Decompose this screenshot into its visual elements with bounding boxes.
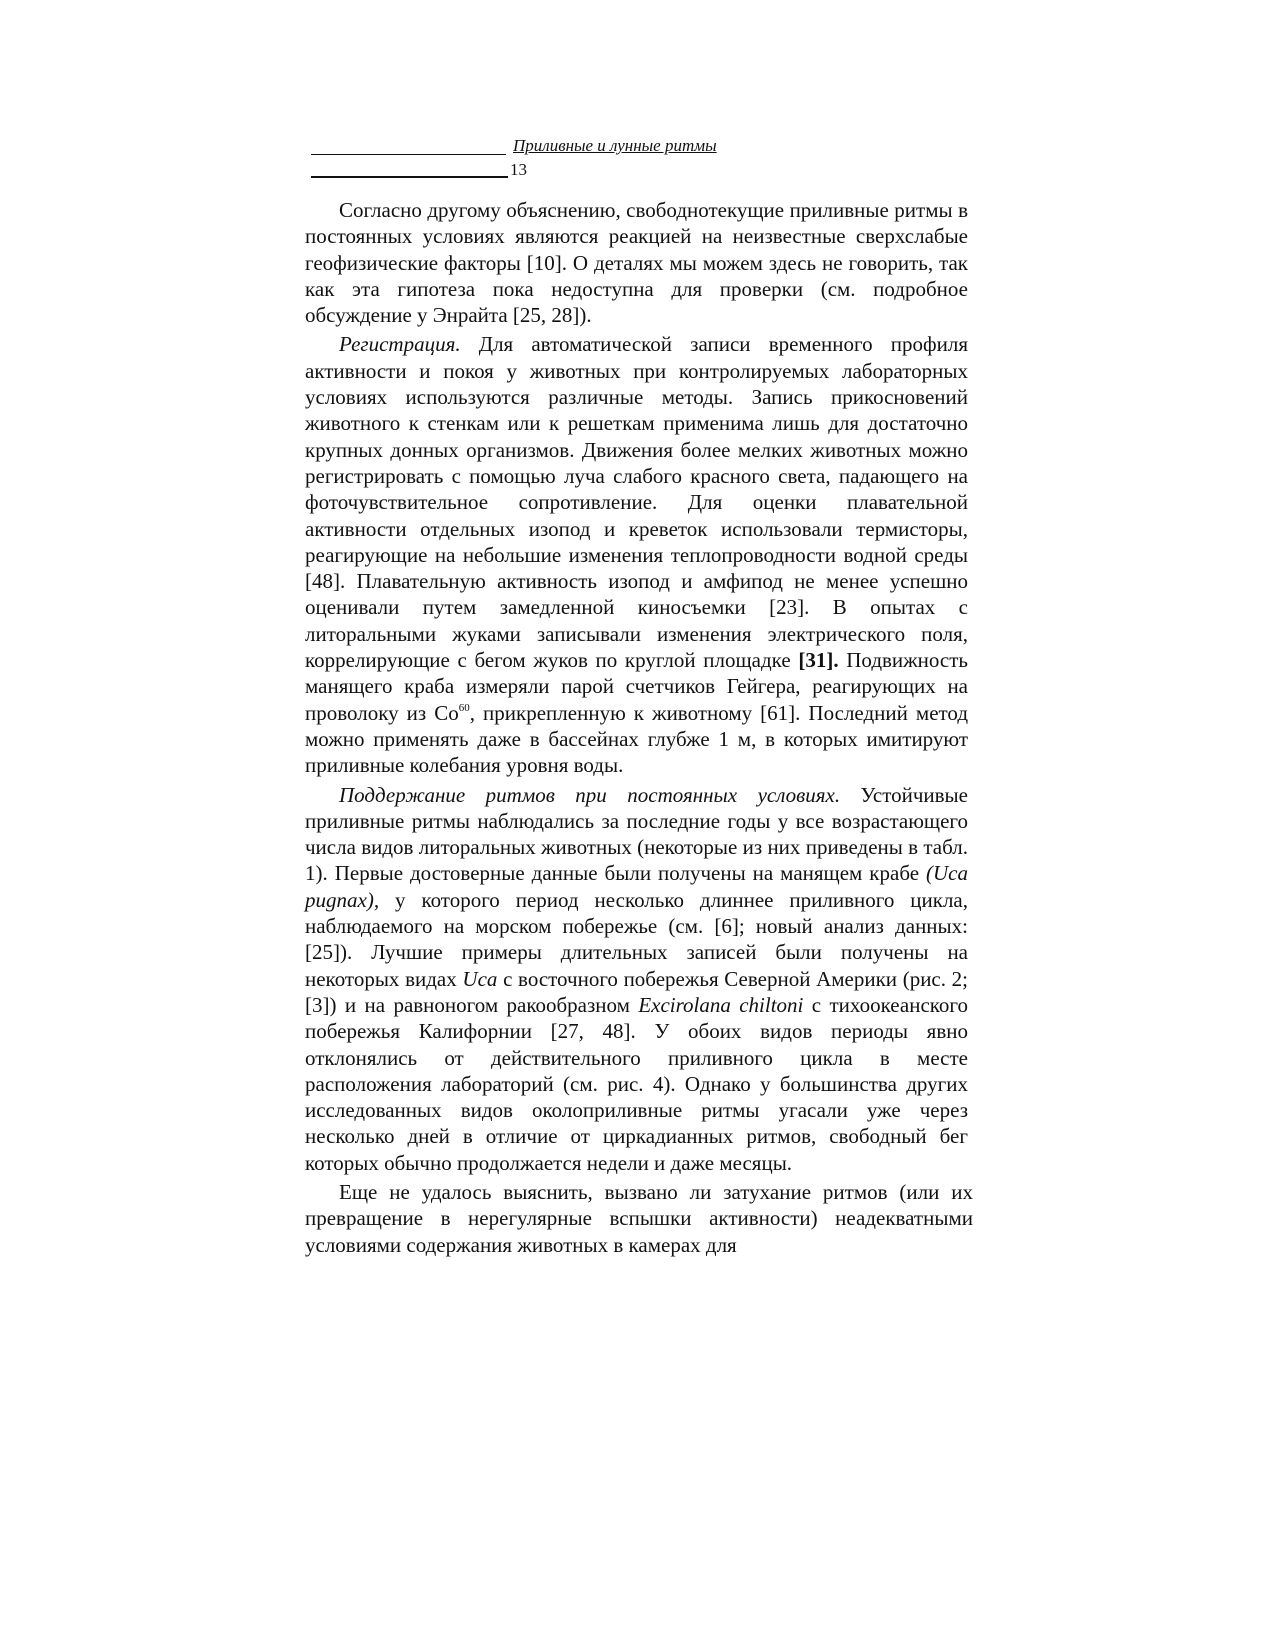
- paragraph-text: с восточного побережья Северной Америки (рис. 2; [3]) и на равноногом ракообразном: [305, 966, 968, 1017]
- paragraph-registration: [305, 331, 968, 778]
- header-rule-thick: [311, 176, 508, 178]
- paragraph-text: с тихоокеанского побережья Калифорнии [27, 48]. У обоих видов периоды явно отклонялись от действительного приливного цикла в месте расположения лабораторий (см. рис. 4). Однако у большинства других исследованных видов околоприливные ритмы угасали уже через несколько дней в отличие от циркадианных ритмов, свободный бег которых обычно продолжается недели и даже месяцы.: [305, 992, 968, 1175]
- paragraph-4: Еще не удалось выяснить, вызвано ли затухание ритмов (или их превращение в нерегулярные вспышки активности) неадекватными условиями содержания животных в камерах для: [305, 1179, 973, 1257]
- header-page-line: [311, 158, 611, 180]
- paragraph-1: Согласно другому объяснению, свободнотекущие приливные ритмы в постоянных условиях являются реакцией на неизвестные сверхслабые геофизические факторы [10]. О деталях мы можем здесь не говорить, так как эта гипотеза пока недоступна для проверки (см. подробное обсуждение у Энрайта [25, 28]).: [305, 198, 968, 328]
- genus-name: Uca: [462, 966, 498, 991]
- paragraph-text: у которого период несколько длиннее приливного цикла, наблюдаемого на морском побережье (см. [6]; новый анализ данных: [25]). Лучшие примеры длительных записей были получены на некоторых видах: [305, 887, 968, 991]
- paragraph-heading: Поддержание ритмов при постоянных условиях.: [339, 782, 841, 807]
- species-name: (Uca pugnax),: [305, 861, 968, 912]
- header-rule: [311, 154, 506, 155]
- body-text: [305, 197, 973, 1261]
- species-name: Excirolana chiltoni: [638, 992, 804, 1017]
- isotope-formula: [434, 701, 470, 725]
- running-header-title: Приливные и лунные ритмы: [513, 136, 717, 155]
- running-header: [311, 136, 771, 158]
- citation: [31].: [798, 648, 839, 673]
- paragraph-maintenance: [305, 782, 968, 1176]
- paragraph-text: Подвижность манящего краба измеряли парой счетчиков Гейгера, реагирующих на проволоку из: [305, 648, 968, 725]
- isotope-mass: 60: [458, 701, 470, 714]
- paragraph-heading: Регистрация.: [339, 332, 461, 357]
- paragraph-text: , прикрепленную к животному [61]. Последний метод можно применять даже в бассейнах глубже 1 м, в которых имитируют приливные колебания уровня воды.: [305, 700, 968, 778]
- page-number: 13: [510, 160, 527, 179]
- element-symbol: Co: [434, 700, 459, 725]
- paragraph-text: Для автоматической записи временного профиля активности и покоя у животных при контролируемых лабораторных условиях используются различные методы. Запись прикосновений животного к стенкам или к решеткам применима лишь для достаточно крупных донных организмов. Движения более мелких животных можно регистрировать с помощью луча слабого красного света, падающего на фоточувствительное сопротивление. Для оценки плавательной активности отдельных изопод и креветок использовали термисторы, реагирующие на небольшие изменения теплопроводности водной среды [48]. Плавательную активность изопод и амфипод не менее успешно оценивали путем замедленной киносъемки [23]. В опытах с литоральными жуками записывали изменения электрического поля, коррелирующие с бегом жуков по круглой площадке: [305, 332, 968, 673]
- paragraph-text: Устойчивые приливные ритмы наблюдались за последние годы у все возрастающего числа видов литоральных животных (некоторые из них приведены в табл. 1). Первые достоверные данные были получены на манящем крабе: [305, 782, 968, 886]
